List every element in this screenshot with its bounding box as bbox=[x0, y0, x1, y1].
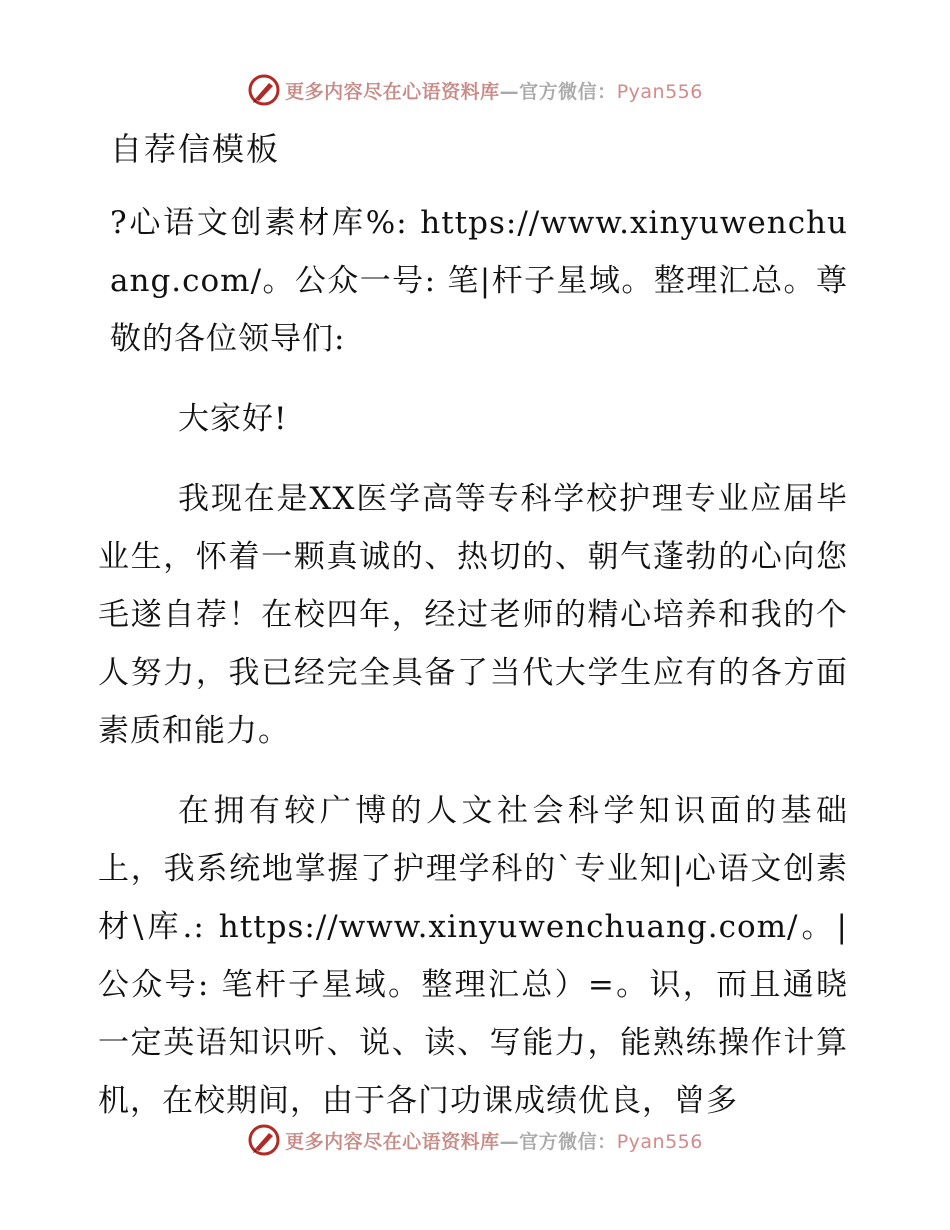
pen-logo-icon bbox=[247, 1123, 281, 1157]
paragraph-knowledge: 在拥有较广博的人文社会科学知识面的基础上，我系统地掌握了护理学科的`专业知|心语文创素材\库.: https://www.xinyuwenchuang.com/。|公众号: 笔杆子星域。整理汇总）=。识，而且通晓一定英语知识听、说、读、写能力，能熟练操作计算机，在校期间，由于各门功课成绩优良，曾多 bbox=[98, 793, 848, 1119]
pen-logo-icon bbox=[247, 73, 281, 107]
watermark-text: 更多内容尽在心语资料库—官方微信：Pyan556 bbox=[285, 1130, 703, 1153]
document-body bbox=[98, 194, 848, 1152]
paragraph-intro: ?心语文创素材库%: https://www.xinyuwenchuang.com/。公众一号: 笔|杆子星域。整理汇总。尊敬的各位领导们: bbox=[110, 205, 848, 357]
header-watermark-banner bbox=[0, 70, 950, 110]
paragraph-self-introduction: 我现在是XX医学高等专科学校护理专业应届毕业生，怀着一颗真诚的、热切的、朝气蓬勃的心向您毛遂自荐！在校四年，经过老师的精心培养和我的个人努力，我已经完全具备了当代大学生应有的各方面素质和能力。 bbox=[98, 481, 848, 749]
footer-watermark-banner bbox=[0, 1120, 950, 1160]
paragraph-greeting: 大家好! bbox=[178, 401, 288, 437]
document-title: 自荐信模板 bbox=[110, 130, 281, 168]
watermark-text: 更多内容尽在心语资料库—官方微信：Pyan556 bbox=[285, 80, 703, 103]
